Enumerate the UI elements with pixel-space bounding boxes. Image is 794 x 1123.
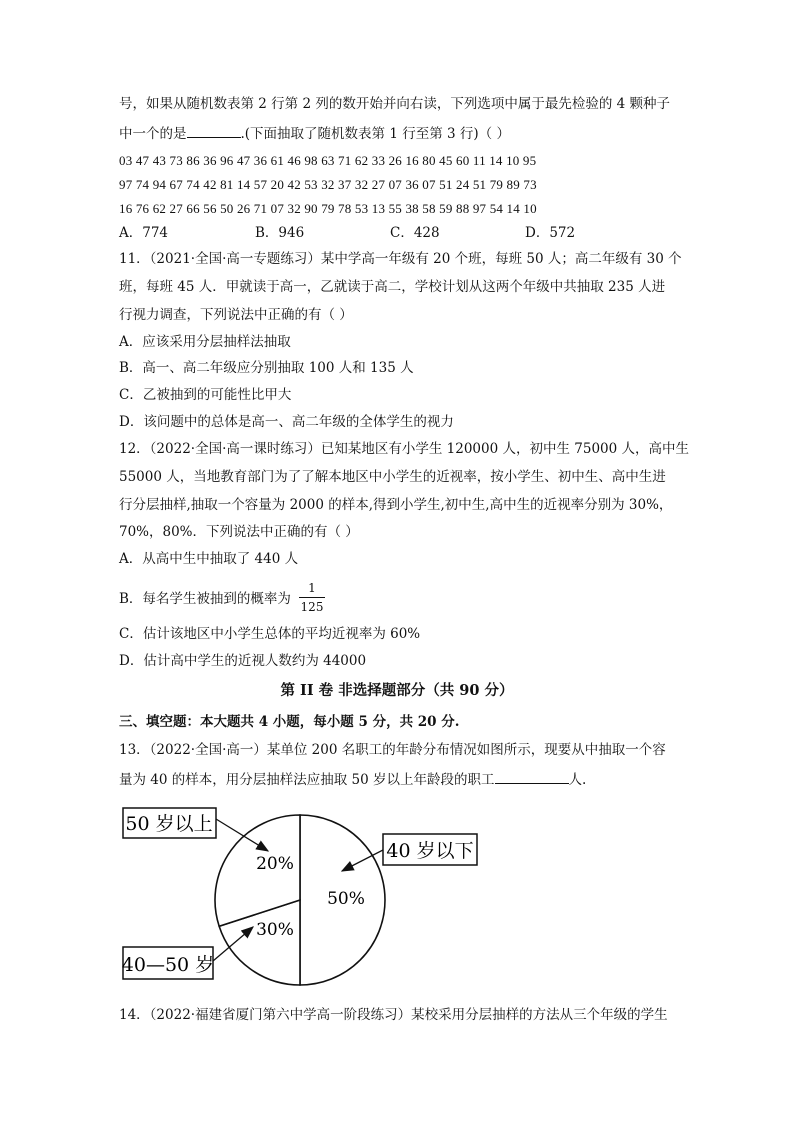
fraction-numerator: 1 (308, 581, 316, 595)
q12-line3: 行分层抽样,抽取一个容量为 2000 的样本,得到小学生,初中生,高中生的近视率分别为 30%， (119, 497, 673, 513)
q11-line1: 11．（2021·全国·高一专题练习）某中学高一年级有 20 个班，每班 50 人；高二年级有 30 个 (119, 251, 682, 267)
q12-option-c: C．估计该地区中小学生总体的平均近视率为 60% (119, 626, 421, 642)
q12-option-d: D．估计高中学生的近视人数约为 44000 (119, 653, 367, 669)
q10-line2-pre: 中一个的是 (119, 126, 187, 142)
q12-line1: 12．（2022·全国·高一课时练习）已知某地区有小学生 120000 人，初中生 75000 人，高中生 (119, 441, 690, 457)
fraction-denominator: 125 (300, 600, 324, 614)
slice-value-30: 30% (256, 920, 294, 940)
q10-line2-post: .(下面抽取了随机数表第 1 行至第 3 行)（ ） (240, 126, 510, 142)
q10-line2 (119, 125, 510, 142)
section-subtitle: 三、填空题：本大题共 4 小题，每小题 5 分，共 20 分. (119, 714, 460, 730)
q11-option-b: B．高一、高二年级应分别抽取 100 人和 135 人 (119, 360, 414, 376)
random-table-row-1: 03 47 43 73 86 36 96 47 36 61 46 98 63 71 62 33 26 16 80 45 60 11 14 10 95 (119, 153, 537, 168)
q10-line1: 号，如果从随机数表第 2 行第 2 列的数开始并向右读，下列选项中属于最先检验的 4 颗种子 (119, 96, 671, 112)
random-table-row-3: 16 76 62 27 66 56 50 26 71 07 32 90 79 78 53 13 55 38 58 59 88 97 54 14 10 (119, 201, 537, 216)
q10-option-b: B．946 (255, 225, 305, 241)
legend-label-40-50: 40—50 岁 (121, 954, 215, 976)
q13-line2 (119, 771, 586, 788)
q11-option-d: D．该问题中的总体是高一、高二年级的全体学生的视力 (119, 414, 454, 430)
section-title: 第 II 卷 非选择题部分（共 90 分） (280, 682, 514, 699)
q12-line2: 55000 人，当地教育部门为了了解本地区中小学生的近视率，按小学生、初中生、高中生进 (119, 469, 666, 485)
q13-line2-pre: 量为 40 的样本，用分层抽样法应抽取 50 岁以上年龄段的职工 (119, 772, 495, 788)
age-pie-chart (110, 795, 510, 995)
q10-option-d: D．572 (525, 225, 576, 241)
q13-line1: 13．（2022·全国·高一）某单位 200 名职工的年龄分布情况如图所示，现要从中抽取一个容 (119, 742, 666, 758)
q13-line2-post: 人. (568, 772, 587, 788)
slice-value-50: 50% (327, 889, 365, 909)
fraction-bar (299, 597, 325, 598)
legend-label-over-50: 50 岁以上 (125, 813, 213, 835)
answer-blank (495, 771, 569, 784)
q12-line4: 70%，80%．下列说法中正确的有（ ） (119, 524, 359, 540)
q11-line2: 班，每班 45 人．甲就读于高一，乙就读于高二，学校计划从这两个年级中共抽取 235 人进 (119, 279, 666, 295)
legend-label-under-40: 40 岁以下 (386, 840, 474, 862)
random-table-row-2: 97 74 94 67 74 42 81 14 57 20 42 53 32 37 32 27 07 36 07 51 24 51 79 89 73 (119, 177, 537, 192)
answer-blank (187, 125, 241, 138)
q14-line1: 14．（2022·福建省厦门第六中学高一阶段练习）某校采用分层抽样的方法从三个年级的学生 (119, 1007, 668, 1023)
q11-line3: 行视力调查，下列说法中正确的有（ ） (119, 307, 353, 323)
q11-option-c: C．乙被抽到的可能性比甲大 (119, 387, 292, 403)
slice-value-20: 20% (256, 854, 294, 874)
q12-option-a: A．从高中生中抽取了 440 人 (119, 551, 299, 567)
q10-option-a: A．774 (119, 225, 169, 241)
q12-option-b: B．每名学生被抽到的概率为 (119, 591, 291, 607)
q11-option-a: A．应该采用分层抽样法抽取 (119, 334, 291, 350)
q10-option-c: C．428 (390, 225, 440, 241)
